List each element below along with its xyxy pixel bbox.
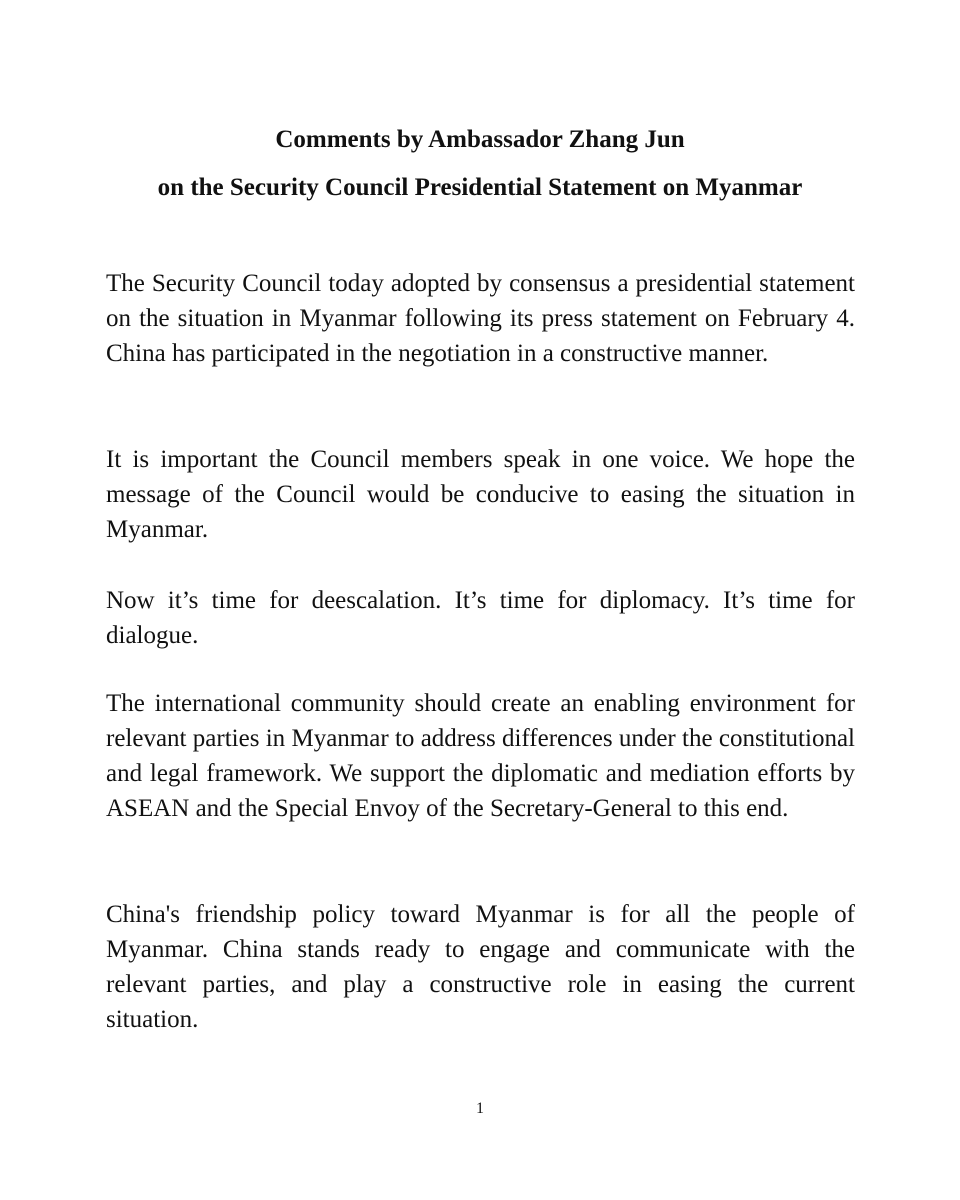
paragraph-adoption: The Security Council today adopted by consensus a presidential statement on the situation in Myanmar following its press statement on February 4. China has participated in the negotiation in a constructive manner. xyxy=(106,270,855,367)
paragraph-one-voice: It is important the Council members speak in one voice. We hope the message of the Council would be conducive to easing the situation in Myanmar. xyxy=(106,446,855,543)
title-line-2: on the Security Council Presidential Statement on Myanmar xyxy=(157,174,803,201)
paragraph-friendship-policy: China's friendship policy toward Myanmar is for all the people of Myanmar. China stands ready to engage and communicate with the relevant parties, and play a constructive role in easing the current situation. xyxy=(106,901,855,1033)
paragraph-international-community: The international community should create an enabling environment for relevant parties in Myanmar to address differences under the constitutional and legal framework. We support the diplomatic and mediation efforts by ASEAN and the Special Envoy of the Secretary-General to this end. xyxy=(106,690,855,822)
paragraph-deescalation: Now it’s time for deescalation. It’s time for diplomacy. It’s time for dialogue. xyxy=(106,587,855,649)
title-line-1: Comments by Ambassador Zhang Jun xyxy=(275,126,685,153)
page-number: 1 xyxy=(476,1100,484,1117)
document-title xyxy=(0,122,960,218)
